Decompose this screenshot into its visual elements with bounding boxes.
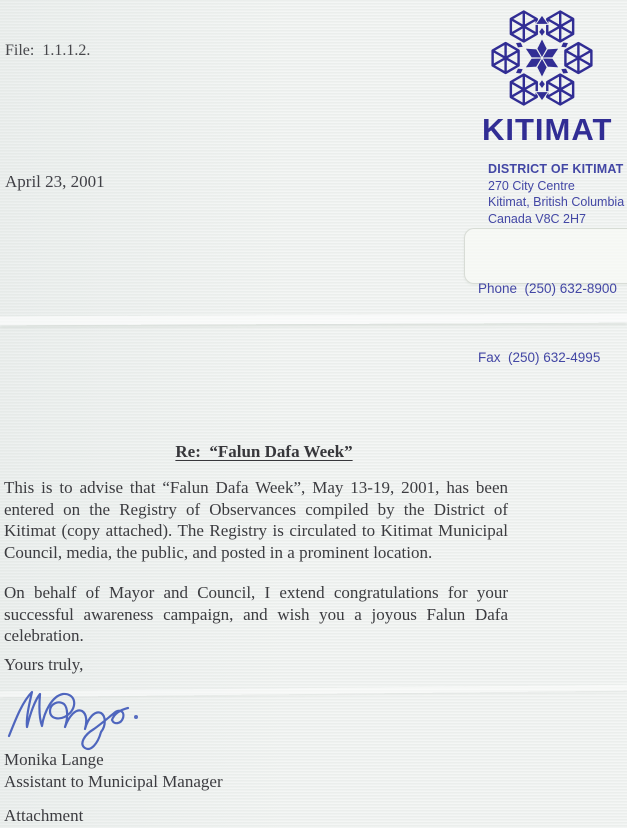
file-reference: File: 1.1.1.2. — [5, 42, 91, 59]
kitimat-snowflake-logo-icon — [484, 2, 600, 114]
signer-name: Monika Lange — [4, 750, 104, 769]
handwritten-signature — [2, 680, 147, 760]
letterhead-address — [488, 161, 627, 227]
body-paragraph-1: This is to advise that “Falun Dafa Week”, May 13-19, 2001, has been entered on the Registry of Observances compiled by the District of Kitimat (copy attached). The Registry is circulated to Kitimat Municipal Council, media, the public, and posted in a prominent location. — [4, 478, 508, 562]
address-line-city: Kitimat, British Columbia — [488, 195, 625, 209]
fax-number: Fax (250) 632-4995 — [478, 350, 601, 365]
subject-line: Re: “Falun Dafa Week” — [175, 442, 353, 461]
address-line-org: DISTRICT OF KITIMAT — [488, 162, 624, 176]
closing-salutation: Yours truly, — [4, 655, 84, 674]
signer-title: Assistant to Municipal Manager — [4, 772, 223, 791]
kitimat-wordmark: KITIMAT — [482, 112, 613, 147]
address-line-postal: Canada V8C 2H7 — [488, 211, 586, 226]
letter-date: April 23, 2001 — [5, 172, 105, 191]
attachment-note: Attachment — [4, 806, 84, 825]
phone-number: Phone (250) 632-8900 — [478, 281, 617, 296]
address-line-street: 270 City Centre — [488, 178, 575, 193]
body-paragraph-2: On behalf of Mayor and Council, I extend congratulations for your successful awareness campaign, and wish you a joyous Falun Dafa celebration. — [4, 583, 508, 646]
